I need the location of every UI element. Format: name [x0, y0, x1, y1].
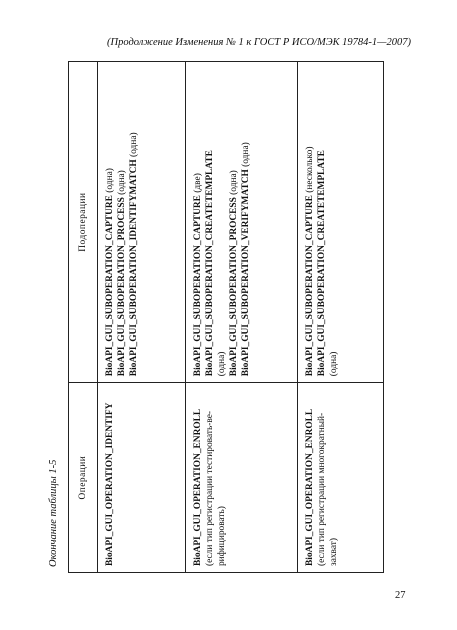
suboperation-count: (одна)	[241, 142, 251, 170]
operation-condition: захват)	[329, 538, 339, 566]
operation-condition: (если тип регистрации многократный-	[317, 412, 327, 566]
suboperation-item	[228, 68, 240, 376]
operation-name: BioAPI_GUI_OPERATION_ENROLL	[193, 408, 203, 566]
operations-table	[68, 61, 384, 573]
suboperation-name: BioAPI_GUI_SUBOPERATION_CAPTURE	[305, 195, 315, 377]
suboperation-name: BioAPI_GUI_SUBOPERATION_PROCESS	[117, 197, 127, 377]
suboperations-cell	[186, 62, 298, 383]
operation-cell	[98, 383, 186, 573]
suboperation-name: BioAPI_GUI_SUBOPERATION_IDENTIFYMATCH	[129, 159, 139, 377]
operation-cell	[186, 383, 298, 573]
suboperation-item	[192, 68, 204, 376]
suboperations-cell	[98, 62, 186, 383]
suboperation-count: (одна)	[105, 168, 115, 196]
suboperation-count: (две)	[193, 173, 203, 196]
suboperation-item	[104, 68, 116, 376]
rotated-table-block	[48, 59, 440, 573]
suboperation-count: (одна)	[217, 351, 227, 377]
suboperation-name: BioAPI_GUI_SUBOPERATION_PROCESS	[229, 197, 239, 377]
suboperation-name: BioAPI_GUI_SUBOPERATION_CAPTURE	[105, 195, 115, 377]
suboperation-item	[116, 68, 128, 376]
suboperation-name: BioAPI_GUI_SUBOPERATION_CREATETEMPLATE	[317, 150, 327, 377]
operation-condition: рифицировать)	[217, 506, 227, 566]
table-header-row	[69, 62, 98, 573]
table-row	[186, 62, 298, 573]
suboperation-item	[128, 68, 140, 376]
table-row	[298, 62, 384, 573]
suboperation-count: (одна)	[117, 170, 127, 198]
page-header: (Продолжение Изменения № 1 к ГОСТ Р ИСО/МЭК 19784-1—2007)	[107, 37, 411, 48]
column-header-operations: Операции	[69, 383, 98, 573]
suboperations-cell	[298, 62, 384, 383]
suboperation-count: (одна)	[329, 351, 339, 377]
page-number: 27	[395, 590, 406, 601]
suboperation-name: BioAPI_GUI_SUBOPERATION_CREATETEMPLATE	[205, 150, 215, 377]
operation-name: BioAPI_GUI_OPERATION_IDENTIFY	[105, 402, 115, 566]
operation-condition: (если тип регистрации тестировать-ве-	[205, 410, 215, 566]
operation-cell	[298, 383, 384, 573]
table-row	[98, 62, 186, 573]
suboperation-count: (одна)	[129, 132, 139, 160]
suboperation-name: BioAPI_GUI_SUBOPERATION_CAPTURE	[193, 195, 203, 377]
suboperation-item	[240, 68, 252, 376]
column-header-suboperations: Подоперации	[69, 62, 98, 383]
table-caption: Окончание таблицы 1-5	[48, 459, 59, 567]
suboperation-name: BioAPI_GUI_SUBOPERATION_VERIFYMATCH	[241, 169, 251, 377]
operation-name: BioAPI_GUI_OPERATION_ENROLL	[305, 408, 315, 566]
suboperation-item	[304, 68, 316, 376]
suboperation-count: (одна)	[229, 170, 239, 198]
suboperation-count: (несколько)	[305, 146, 315, 196]
